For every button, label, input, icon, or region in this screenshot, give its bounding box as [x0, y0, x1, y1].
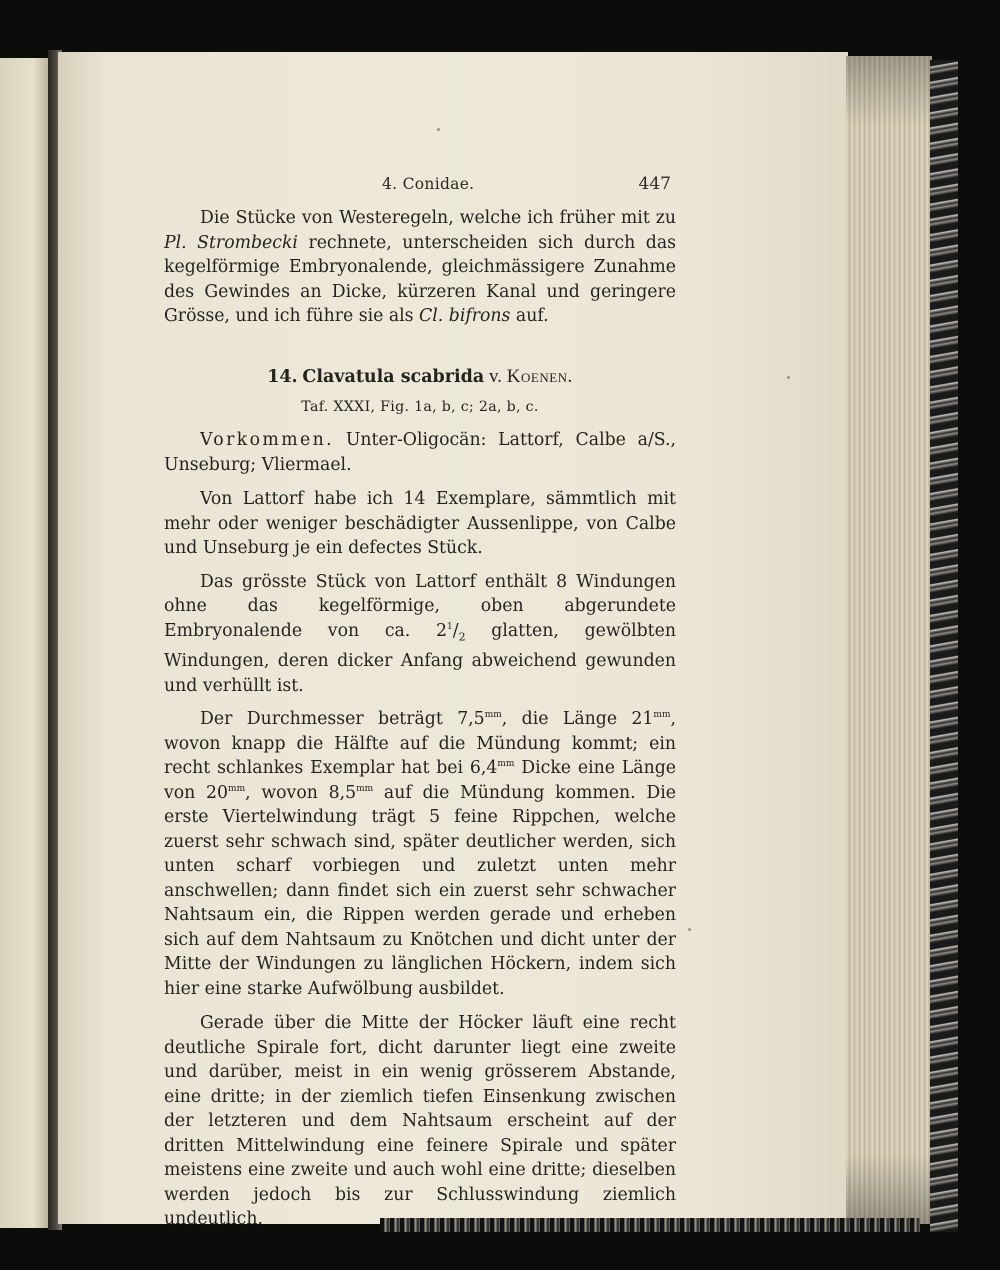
unit-superscript: mm	[356, 784, 374, 795]
text-run: , die Länge 21	[501, 709, 654, 730]
left-page-edge	[0, 58, 48, 1228]
text-run: Dicke eine Länge von 20	[164, 758, 676, 803]
speck	[688, 928, 691, 931]
speck	[787, 376, 790, 379]
text-run: rechnete, unterscheiden sich durch das kegelförmige Embryonalende, gleichmässigere Zunahme des Gewindes an Dicke, kürzeren Kanal und geringere Grösse, und ich führe sie als	[164, 232, 676, 326]
text-run: Der Durchmesser beträgt 7,5	[200, 709, 485, 730]
paragraph-diameter	[164, 707, 676, 1001]
text-run: auf.	[510, 306, 549, 326]
species-name-italic: Cl. bifrons	[419, 306, 511, 326]
species-heading	[164, 366, 676, 388]
running-header	[165, 175, 675, 197]
fraction-denominator: 2	[458, 629, 466, 643]
page-body	[164, 206, 677, 1230]
marbled-cover-edge	[930, 60, 958, 1232]
text-run: Die Stücke von Westeregeln, welche ich früher mit zu	[200, 208, 676, 228]
paragraph-occurrence	[164, 428, 676, 477]
page-fore-edge	[846, 56, 932, 1224]
text-run: glatten, gewölbten Windungen, deren dicker Anfang abweichend gewunden und verhüllt ist.	[164, 620, 676, 696]
paragraph-spiral: Gerade über die Mitte der Höcker läuft eine recht deutliche Spirale fort, dicht darunter liegt eine zweite und darüber, meist in ein wenig grösserem Abstande, eine dritte; in der ziemlich tiefen Einsenkung zwischen der letzteren und dem Nahtsaum erscheint auf der dritten Mittelwindung eine feinere Spirale und später meistens eine zweite und auch wohl eine dritte; dieselben werden jedoch bis zur Schlusswindung ziemlich undeutlich.	[164, 1013, 676, 1230]
unit-superscript: mm	[497, 759, 515, 770]
speck	[437, 128, 440, 131]
text-run: , wovon 8,5	[245, 782, 357, 803]
text-run: auf die Mündung kommen. Die erste Viertelwindung trägt 5 feine Rippchen, welche zuerst sehr schwach sind, später deutlicher werden, sich unten scharf vorbiegen und zuletzt unten mehr anschwellen; dann findet sich ein zuerst sehr schwacher Nahtsaum ein, die Rippen werden gerade und erheben sich auf dem Nahtsaum zu Knötchen und dicht unter der Mitte der Windungen zu länglichen Höckern, indem sich hier eine starke Aufwölbung ausbildet.	[164, 782, 677, 999]
species-author: Koenen.	[506, 366, 573, 387]
occurrence-label: Vorkommen.	[200, 430, 335, 450]
author-prefix: v.	[488, 366, 503, 387]
text-block	[164, 428, 676, 1232]
text-run: , wovon knapp die Hälfte auf die Mündung kommt; ein recht schlankes Exemplar hat bei 6,4	[164, 709, 676, 779]
occurrence-text: Unter-Oligocän: Lattorf, Calbe a/S., Unseburg; Vliermael.	[164, 430, 676, 475]
fraction-numerator: 1	[447, 621, 453, 632]
paragraph-largest-specimen: Das grösste Stück von Lattorf enthält 8 Windungen ohne das kegelförmige, oben abgerundete Embryonalende von ca. $2^1/_2$ glatten, gewölbten Windungen, deren dicker Anfang abweichend gewunden und verhüllt ist.	[164, 571, 676, 696]
species-name-italic: Pl. Strombecki	[164, 232, 298, 253]
plate-reference: Taf. XXXI, Fig. 1a, b, c; 2a, b, c.	[301, 399, 539, 415]
unit-superscript: mm	[653, 710, 671, 721]
page-number: 447	[638, 174, 671, 194]
section-title: 4. Conidae.	[382, 175, 475, 193]
species-name: Clavatula scabrida	[302, 367, 485, 387]
unit-superscript: mm	[484, 710, 502, 721]
species-number: 14.	[267, 367, 298, 387]
unit-superscript: mm	[228, 784, 246, 795]
paragraph-lattorf: Von Lattorf habe ich 14 Exemplare, sämmtlich mit mehr oder weniger beschädigter Aussenlippe, von Calbe und Unseburg je ein defectes Stück.	[164, 489, 676, 558]
text-run: Das grösste Stück von Lattorf enthält 8 Windungen ohne das kegelförmige, oben abgerundete Embryonalende von ca. 2	[164, 571, 676, 641]
paragraph-westeregeln	[164, 206, 676, 328]
